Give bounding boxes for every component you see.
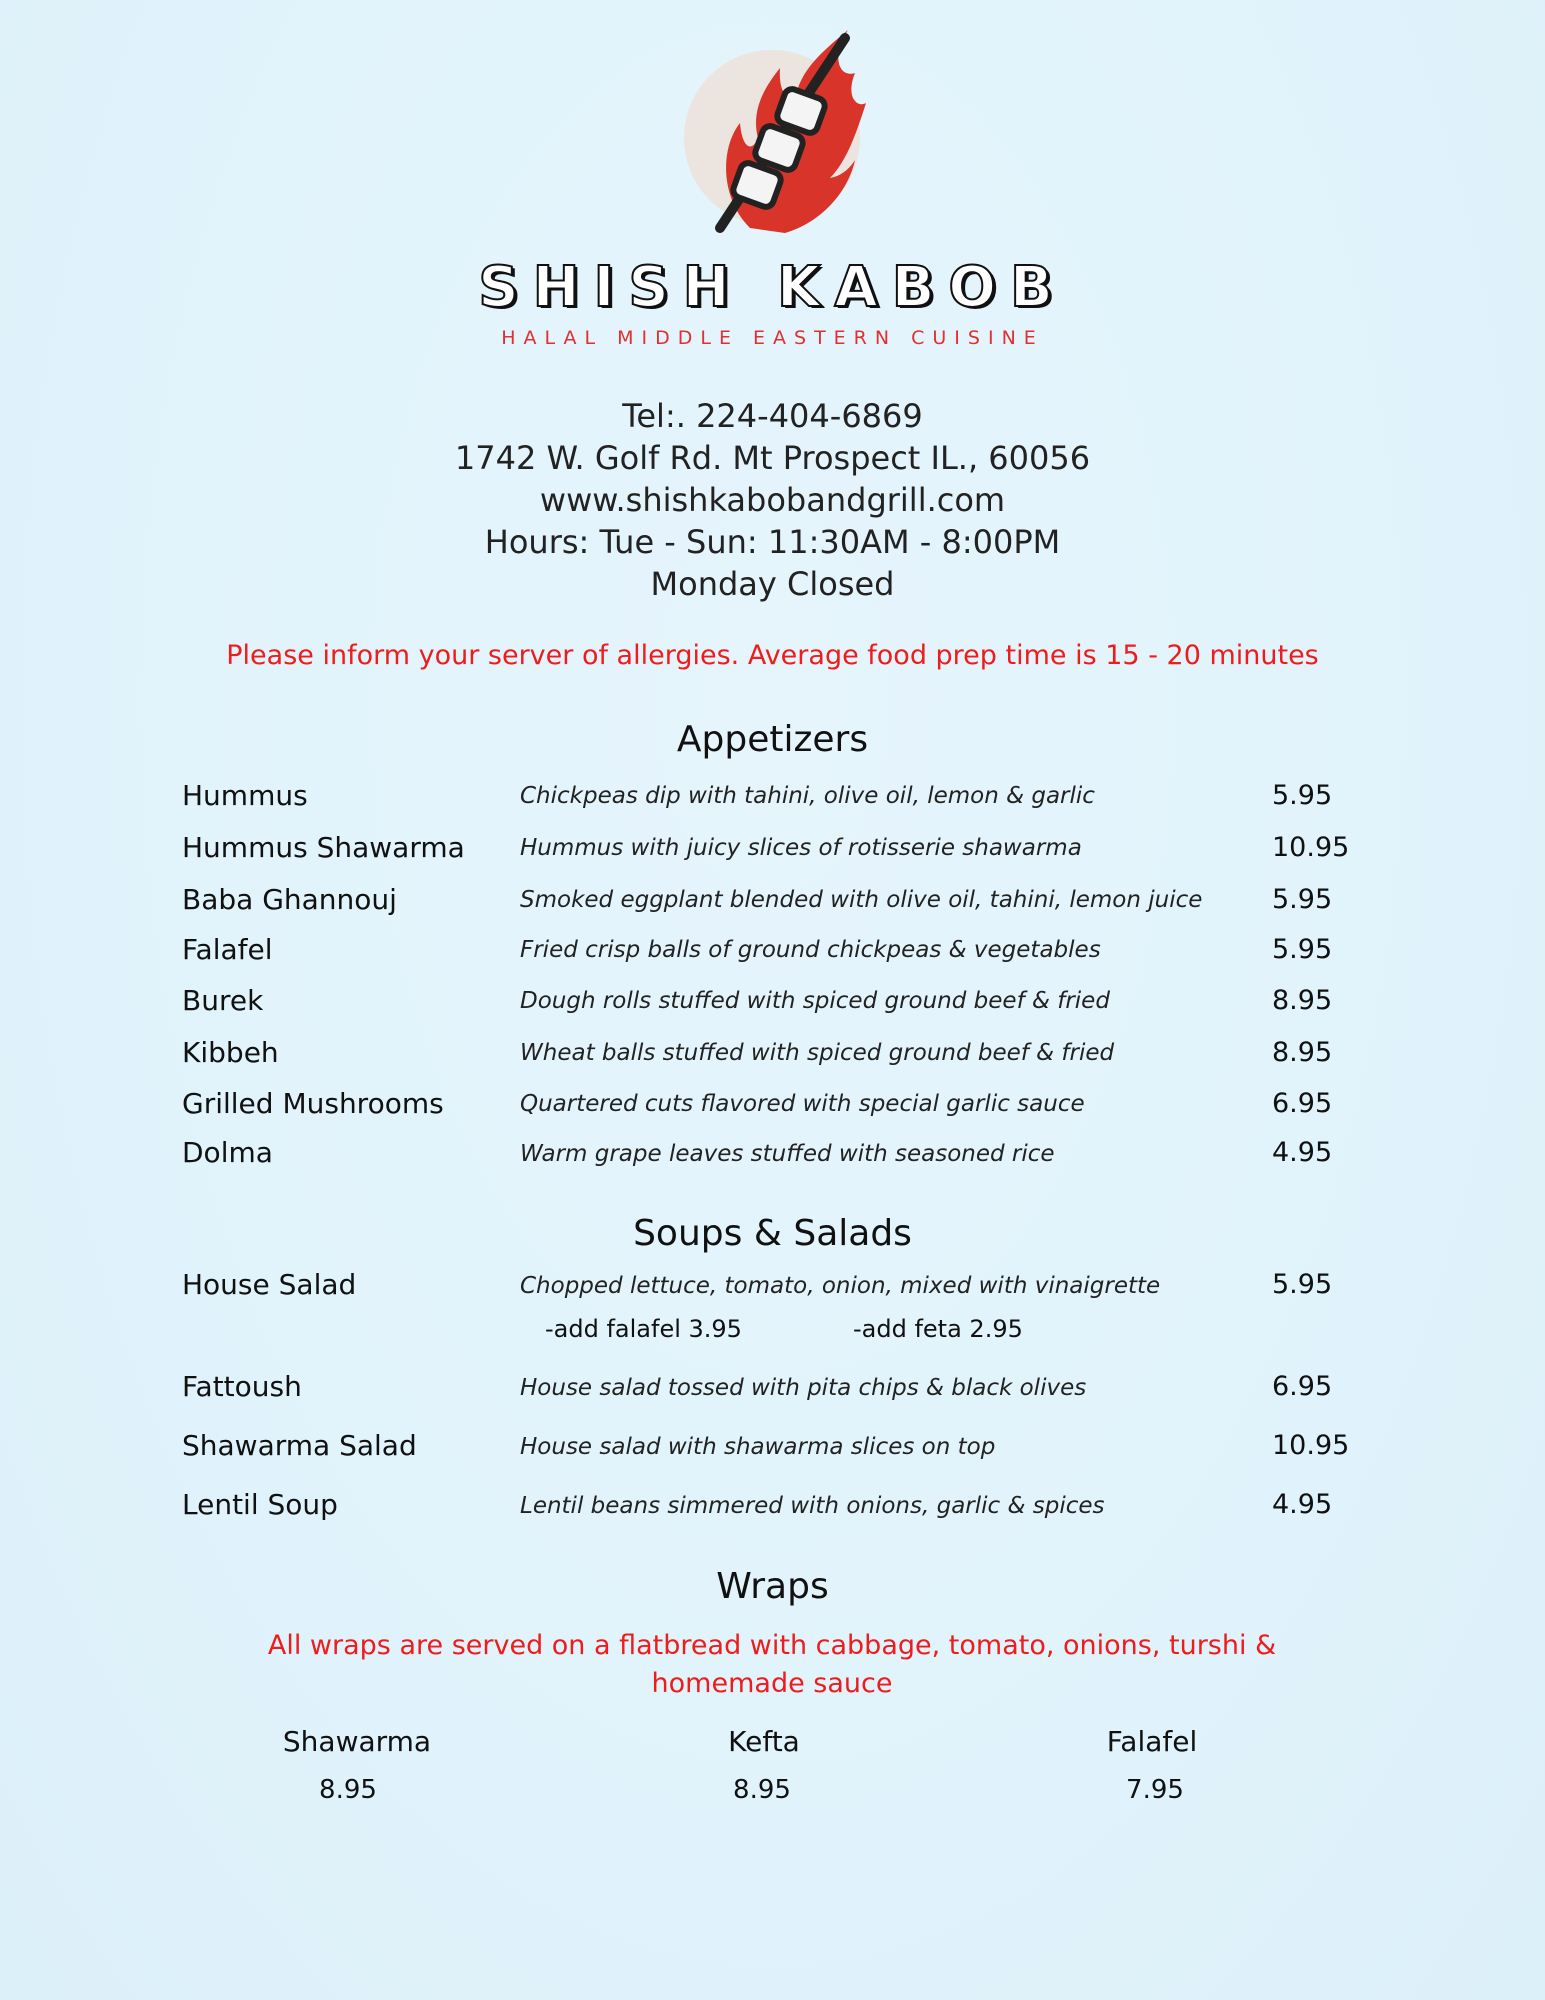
item-price: 6.95 [1272,1371,1333,1402]
website-link[interactable]: www.shishkabobandgrill.com [539,481,1006,519]
item-price: 5.95 [1272,1269,1333,1300]
item-name: Fattoush [182,1370,302,1403]
item-name: Shawarma Salad [182,1429,417,1462]
item-description: Warm grape leaves stuffed with seasoned rice [520,1141,1055,1167]
restaurant-name: SHISH KABOB [478,255,1067,320]
item-name: House Salad [182,1268,357,1301]
item-price: 6.95 [1272,1088,1333,1119]
appetizers-heading: Appetizers [676,719,869,760]
item-price: 10.95 [1272,832,1350,863]
wrap-price: 8.95 [733,1775,791,1805]
item-description: Quartered cuts flavored with special garlic sauce [520,1091,1085,1117]
item-name: Lentil Soup [182,1488,338,1521]
item-name: Falafel [182,933,273,966]
wraps-note: All wraps are served on a flatbread with cabbage, tomato, onions, turshi & homemade sauce [267,1630,1277,1699]
item-price: 5.95 [1272,884,1333,915]
phone-number: Tel:. 224-404-6869 [622,397,923,435]
wraps-heading: Wraps [716,1566,829,1607]
item-description: Hummus with juicy slices of rotisserie shawarma [520,835,1082,861]
item-price: 10.95 [1272,1430,1350,1461]
item-description: Lentil beans simmered with onions, garlic & spices [520,1493,1105,1519]
restaurant-tagline: HALAL MIDDLE EASTERN CUISINE [501,327,1044,349]
item-price: 4.95 [1272,1137,1333,1168]
item-description: Fried crisp balls of ground chickpeas & vegetables [520,937,1101,963]
item-description: Chopped lettuce, tomato, onion, mixed with vinaigrette [520,1273,1161,1299]
addon-feta: -add feta 2.95 [853,1315,1023,1343]
item-description: Smoked eggplant blended with olive oil, tahini, lemon juice [520,887,1203,913]
allergy-notice: Please inform your server of allergies. Average food prep time is 15 - 20 minutes [226,640,1319,671]
wrap-name: Kefta [728,1725,800,1758]
item-price: 4.95 [1272,1489,1333,1520]
item-price: 8.95 [1272,1037,1333,1068]
item-description: Chickpeas dip with tahini, olive oil, lemon & garlic [520,783,1095,809]
item-price: 5.95 [1272,934,1333,965]
wrap-price: 8.95 [319,1775,377,1805]
item-name: Burek [182,984,264,1017]
item-price: 8.95 [1272,985,1333,1016]
item-price: 5.95 [1272,780,1333,811]
item-description: Dough rolls stuffed with spiced ground beef & fried [520,988,1110,1014]
item-name: Hummus [182,779,308,812]
item-name: Grilled Mushrooms [182,1087,444,1120]
item-description: House salad tossed with pita chips & black olives [520,1375,1087,1401]
soups-salads-heading: Soups & Salads [633,1213,912,1254]
wrap-name: Shawarma [282,1725,432,1758]
item-description: Wheat balls stuffed with spiced ground beef & fried [520,1040,1115,1066]
wrap-price: 7.95 [1126,1775,1184,1805]
shish-kabob-logo [680,28,870,238]
wrap-name: Falafel [1106,1725,1198,1758]
closed-day: Monday Closed [650,565,895,603]
item-name: Hummus Shawarma [182,831,465,864]
item-description: House salad with shawarma slices on top [520,1434,996,1460]
item-name: Dolma [182,1136,273,1169]
item-name: Baba Ghannouj [182,883,397,916]
addon-falafel: -add falafel 3.95 [545,1315,742,1343]
address: 1742 W. Golf Rd. Mt Prospect IL., 60056 [454,439,1091,477]
item-name: Kibbeh [182,1036,279,1069]
opening-hours: Hours: Tue - Sun: 11:30AM - 8:00PM [484,523,1061,561]
